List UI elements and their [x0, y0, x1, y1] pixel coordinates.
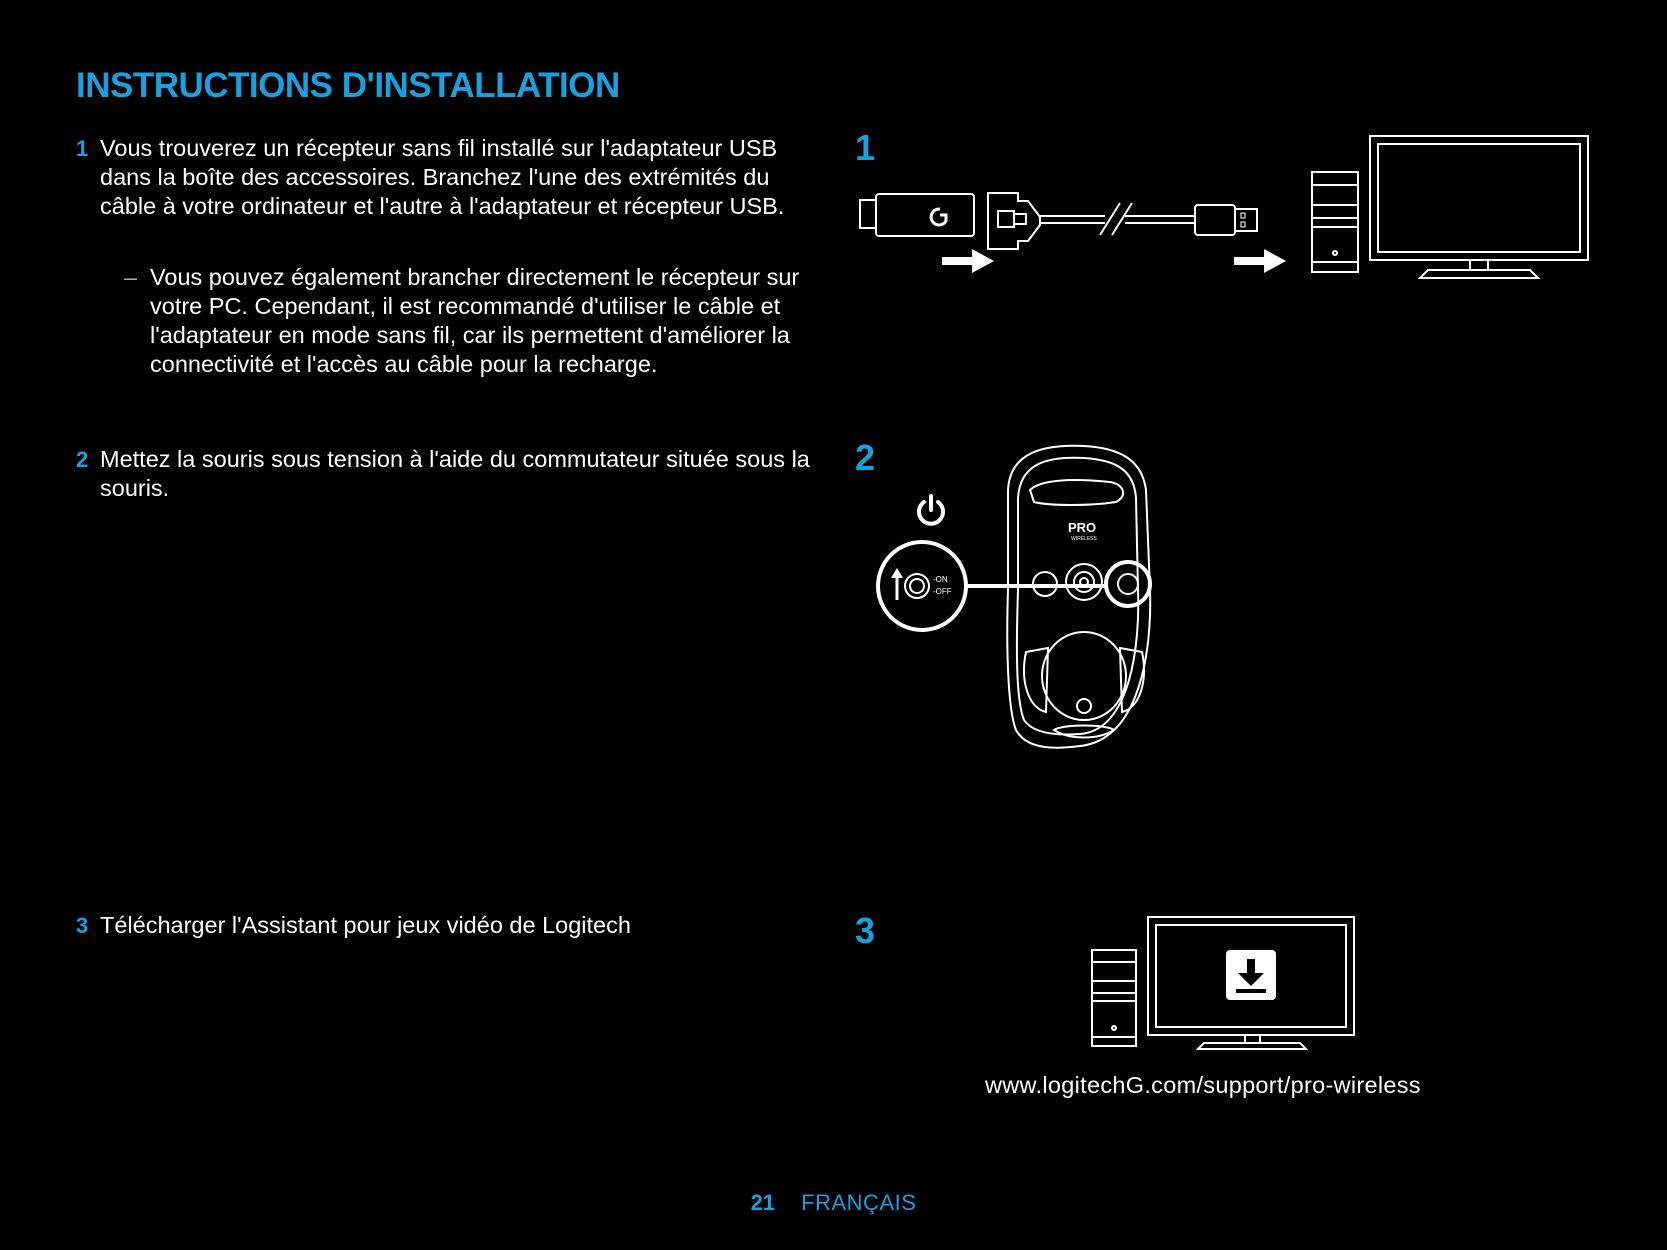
computer-tower-icon — [1312, 172, 1358, 272]
figure-1-connection-diagram — [850, 130, 1590, 280]
step-text: Mettez la souris sous tension à l'aide du commutateur située sous la souris. — [100, 446, 810, 501]
page-number: 21 — [750, 1190, 776, 1215]
dash-bullet: – — [124, 264, 138, 290]
switch-off-label: -OFF — [933, 587, 952, 596]
language-label: FRANÇAIS — [801, 1190, 917, 1215]
usb-cable-icon — [1040, 203, 1257, 235]
step-number: 3 — [76, 913, 89, 938]
download-icon — [1226, 950, 1276, 1000]
step-1-note — [124, 263, 824, 379]
figure-3-download-diagram — [1090, 915, 1360, 1050]
arrow-icon — [942, 249, 1286, 273]
mouse-sub-label: WIRELESS — [1071, 536, 1097, 542]
page-title: INSTRUCTIONS D'INSTALLATION — [76, 66, 620, 105]
mouse-brand-label: PRO — [1068, 520, 1097, 535]
usb-receiver-icon — [860, 194, 974, 236]
step-text: Vous trouverez un récepteur sans fil installé sur l'adaptateur USB dans la boîte des accessoires. Branchez l'une des extrémités du câble à votre ordinateur et l'autre à l'adaptateur et récepteur USB. — [100, 135, 785, 219]
usb-adapter-icon — [988, 193, 1040, 249]
figure-1-number: 1 — [855, 127, 876, 168]
power-icon — [919, 496, 943, 524]
figure-3-number: 3 — [855, 910, 876, 951]
note-text: Vous pouvez également brancher directement le récepteur sur votre PC. Cependant, il est recommandé d'utiliser le câble et l'adaptateur en mode sans fil, car ils permettent d'améliorer la connectivité et l'accès au câble pour la recharge. — [150, 264, 800, 377]
step-2 — [76, 445, 816, 503]
switch-on-label: -ON — [933, 575, 948, 584]
page-footer — [0, 1190, 1667, 1216]
figure-2-mouse-switch-diagram — [870, 440, 1170, 760]
step-text: Télécharger l'Assistant pour jeux vidéo de Logitech — [100, 912, 631, 938]
step-1 — [76, 134, 796, 221]
mouse-icon — [1007, 446, 1150, 748]
step-number: 2 — [76, 447, 89, 472]
monitor-icon — [1370, 136, 1588, 278]
support-url[interactable]: www.logitechG.com/support/pro-wireless — [985, 1072, 1421, 1098]
step-3 — [76, 911, 816, 940]
switch-zoom-circle — [878, 542, 966, 630]
computer-tower-icon — [1092, 950, 1136, 1046]
step-number: 1 — [76, 136, 89, 161]
on-off-switch-icon — [891, 568, 929, 600]
figure-2-number: 2 — [855, 437, 876, 478]
